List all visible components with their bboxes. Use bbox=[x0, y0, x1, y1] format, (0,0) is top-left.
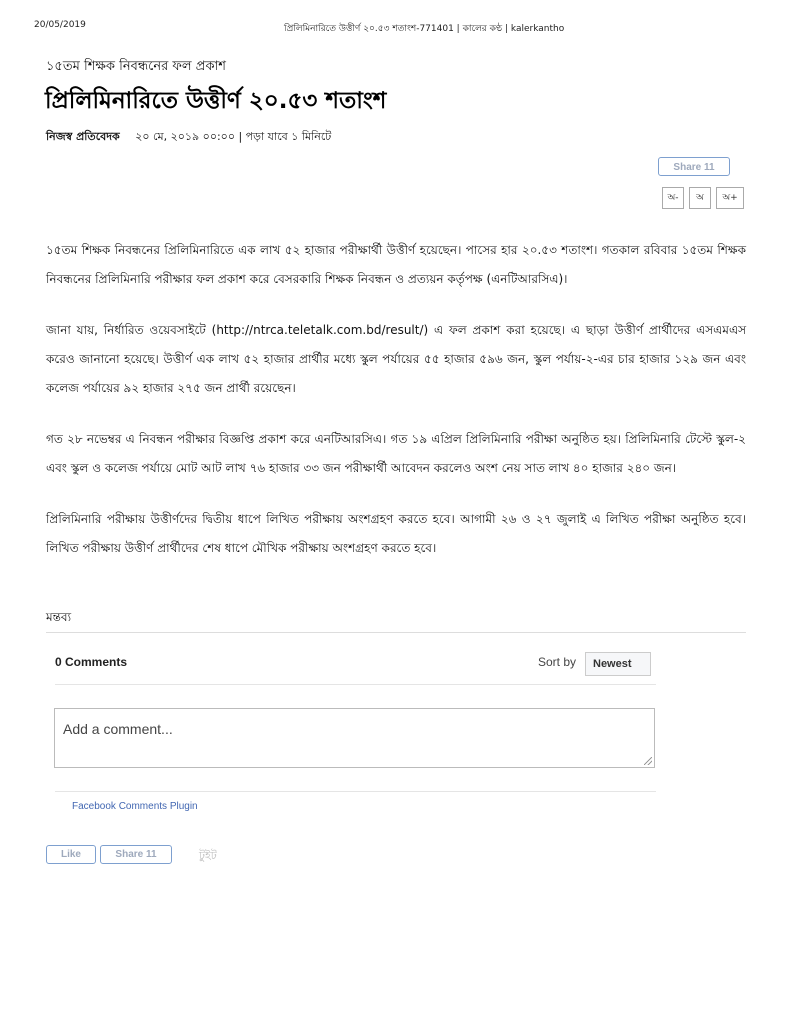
article-paragraph: গত ২৮ নভেম্বর এ নিবন্ধন পরীক্ষার বিজ্ঞপ্তি প্রকাশ করে এনটিআরসিএ। গত ১৯ এপ্রিল প্রিলিমিনারি পরীক্ষা অনুষ্ঠিত হয়। প্রিলিমিনারি টেস্টে স্কুল-২ এবং স্কুল ও কলেজ পর্যায়ে মোট আট লাখ ৭৬ হাজার ৩৩ জন পরীক্ষার্থী আবেদন করলেও অংশ নেয় সাত লাখ ৪০ হাজার ২৪০ জন। bbox=[46, 432, 746, 475]
article-headline: প্রিলিমিনারিতে উত্তীর্ণ ২০.৫৩ শতাংশ bbox=[45, 88, 387, 114]
divider bbox=[55, 684, 656, 685]
print-page-title: প্রিলিমিনারিতে উত্তীর্ণ ২০.৫৩ শতাংশ-771401 | কালের কণ্ঠ | kalerkantho bbox=[284, 24, 565, 34]
divider bbox=[55, 791, 656, 792]
article-kicker: ১৫তম শিক্ষক নিবন্ধনের ফল প্রকাশ bbox=[46, 59, 227, 74]
article-paragraph: ১৫তম শিক্ষক নিবন্ধনের প্রিলিমিনারিতে এক লাখ ৫২ হাজার পরীক্ষার্থী উত্তীর্ণ হয়েছেন। পাসের হার ২০.৫৩ শতাংশ। গতকাল রবিবার ১৫তম শিক্ষক নিবন্ধনের প্রিলিমিনারি পরীক্ষার ফল প্রকাশ করে বেসরকারি শিক্ষক নিবন্ধন ও প্রত্যয়ন কর্তৃপক্ষ (এনটিআরসিএ)। bbox=[46, 243, 746, 286]
share-button[interactable]: Share 11 bbox=[658, 157, 730, 176]
comment-input[interactable] bbox=[54, 708, 655, 768]
comments-count: 0 Comments bbox=[55, 655, 128, 669]
article-meta: ২০ মে, ২০১৯ ০০:০০ | পড়া যাবে ১ মিনিটে bbox=[135, 130, 332, 143]
article-paragraph: জানা যায়, নির্ধারিত ওয়েবসাইটে (http://ntrca.teletalk.com.bd/result/) এ ফল প্রকাশ করা হয়েছে। এ ছাড়া উত্তীর্ণ প্রার্থীদের এসএমএস করেও জানানো হয়েছে। উত্তীর্ণ এক লাখ ৫২ হাজার প্রার্থীর মধ্যে স্কুল পর্যায়ের ৫৫ হাজার ৫৯৬ জন, স্কুল পর্যায়-২-এর চার হাজার ১২৯ জন এবং কলেজ পর্যায়ের ৯২ হাজার ২৭৫ জন প্রার্থী রয়েছেন। bbox=[46, 323, 746, 395]
font-reset-button[interactable]: অ bbox=[689, 187, 711, 209]
article-body bbox=[46, 236, 746, 585]
font-increase-button[interactable]: অ+ bbox=[716, 187, 744, 209]
font-decrease-button[interactable]: অ- bbox=[662, 187, 684, 209]
facebook-comments-plugin-link[interactable]: Facebook Comments Plugin bbox=[72, 801, 198, 812]
resize-handle-icon[interactable] bbox=[644, 757, 652, 765]
tweet-link[interactable]: টুইট bbox=[199, 849, 217, 862]
share-button-bottom[interactable]: Share 11 bbox=[100, 845, 172, 864]
author-name: নিজস্ব প্রতিবেদক bbox=[46, 130, 120, 143]
comments-section-label: মন্তব্য bbox=[46, 610, 72, 624]
sort-label: Sort by bbox=[538, 655, 577, 669]
comment-placeholder: Add a comment... bbox=[63, 721, 173, 737]
print-date: 20/05/2019 bbox=[34, 20, 86, 30]
byline bbox=[46, 128, 331, 147]
divider bbox=[46, 632, 746, 633]
sort-select[interactable]: Newest bbox=[585, 652, 651, 676]
like-button[interactable]: Like bbox=[46, 845, 96, 864]
article-paragraph: প্রিলিমিনারি পরীক্ষায় উত্তীর্ণদের দ্বিতীয় ধাপে লিখিত পরীক্ষায় অংশগ্রহণ করতে হবে। আগামী ২৬ ও ২৭ জুলাই এ লিখিত পরীক্ষা অনুষ্ঠিত হবে। লিখিত পরীক্ষায় উত্তীর্ণ প্রার্থীদের শেষ ধাপে মৌখিক পরীক্ষায় অংশগ্রহণ করতে হবে। bbox=[46, 512, 746, 555]
